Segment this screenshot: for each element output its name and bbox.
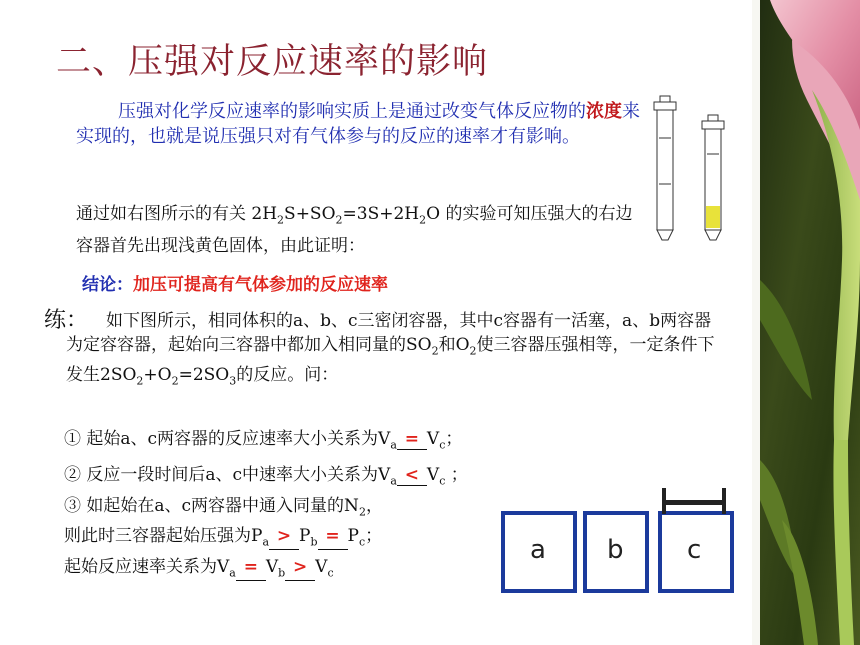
container-b-label: b bbox=[607, 535, 624, 565]
prac-sub-2: 2 bbox=[469, 344, 477, 358]
container-a bbox=[501, 511, 577, 593]
q3-answer-3: = bbox=[236, 555, 266, 581]
conclusion-keyword: 结论： bbox=[82, 275, 133, 295]
q3-answer-2: = bbox=[318, 524, 348, 550]
q1-sub-a: a bbox=[390, 438, 397, 452]
left-syringe-tube bbox=[654, 96, 676, 240]
prac-text-6: 的反应。问： bbox=[236, 365, 339, 386]
piston-right-wall bbox=[722, 488, 726, 514]
conclusion bbox=[82, 270, 388, 295]
prac-text-5: =2SO bbox=[178, 365, 230, 386]
q3-line1-end: ， bbox=[365, 496, 383, 516]
q3-p2: P bbox=[299, 526, 311, 547]
experiment-paragraph bbox=[76, 201, 648, 259]
piston bbox=[666, 500, 722, 505]
q3-sub-pa: a bbox=[262, 535, 270, 549]
q3-sub-n: 2 bbox=[358, 505, 366, 519]
q2-answer-blank: < bbox=[397, 465, 427, 486]
container-c bbox=[658, 511, 734, 593]
q2-sub-a: a bbox=[390, 474, 397, 488]
q3-v3: V bbox=[315, 556, 328, 577]
q3-line2-end: ； bbox=[365, 526, 383, 547]
q3-answer-1: > bbox=[269, 524, 299, 550]
q3-p3: P bbox=[347, 526, 359, 547]
exp-sub-3: 2 bbox=[419, 213, 427, 227]
slide-title: 二、压强对反应速率的影响 bbox=[56, 42, 489, 82]
q3-sub-vb: b bbox=[278, 566, 286, 580]
prac-text-2: 和O bbox=[438, 335, 470, 355]
q2-text: ② 反应一段时间后a、c中速率大小关系为V bbox=[64, 465, 391, 485]
conclusion-text: 加压可提高有气体参加的反应速率 bbox=[133, 275, 388, 295]
container-c-label: c bbox=[687, 535, 702, 565]
practice-paragraph bbox=[66, 309, 716, 394]
q3-line-3 bbox=[64, 555, 383, 585]
prac-text-3: 使三容器压强相等，一定条件下发生2SO bbox=[66, 335, 715, 386]
q3-line-2 bbox=[64, 524, 383, 554]
right-syringe-tube bbox=[702, 115, 724, 240]
question-1 bbox=[64, 424, 462, 451]
exp-sub-2: 2 bbox=[335, 213, 343, 227]
exp-text-4: O 的实验可知压强大的右边容器首先出现浅黄色固体，由此证明： bbox=[76, 204, 633, 257]
prac-sub-1: 2 bbox=[431, 344, 439, 358]
exp-text-2: S+SO bbox=[284, 204, 336, 224]
intro-text-before: 压强对化学反应速率的影响实质上是通过改变气体反应物的 bbox=[118, 101, 586, 122]
q3-sub-pb: b bbox=[310, 535, 318, 549]
q2-end: ； bbox=[445, 465, 468, 485]
q3-line1-text: ③ 如起始在a、c两容器中通入同量的N bbox=[64, 496, 359, 516]
q3-sub-va: a bbox=[229, 566, 236, 580]
container-b bbox=[583, 511, 649, 593]
practice-label: 练： bbox=[44, 308, 89, 333]
q2-v: V bbox=[426, 465, 440, 485]
q1-answer-blank: = bbox=[397, 429, 427, 450]
q3-line2-text: 则此时三容器起始压强为P bbox=[64, 526, 263, 547]
q1-sub-c: c bbox=[439, 438, 446, 452]
q3-answer-4: > bbox=[285, 555, 315, 581]
exp-sub-1: 2 bbox=[277, 213, 285, 227]
container-a-label: a bbox=[530, 535, 546, 565]
question-2 bbox=[64, 460, 468, 487]
test-tubes-illustration bbox=[648, 94, 738, 244]
q3-v2: V bbox=[265, 556, 279, 577]
exp-text-1: 通过如右图所示的有关 2H bbox=[76, 204, 278, 224]
q3-sub-vc: c bbox=[327, 566, 334, 580]
q1-text: ① 起始a、c两容器的反应速率大小关系为V bbox=[64, 429, 391, 449]
question-3 bbox=[64, 494, 383, 585]
prac-sub-3: 2 bbox=[136, 374, 144, 388]
q1-v: V bbox=[426, 429, 440, 449]
exp-text-3: =3S+2H bbox=[342, 204, 420, 224]
calla-lily-photo bbox=[752, 0, 860, 645]
q1-end: ； bbox=[445, 429, 463, 449]
prac-text-1: 如下图所示，相同体积的a、b、c三密闭容器，其中c容器有一活塞，a、b两容器为定容容器，起始向三容器中都加入相同量的SO bbox=[66, 311, 712, 355]
intro-highlight: 浓度 bbox=[586, 101, 622, 122]
q3-line3-text: 起始反应速率关系为V bbox=[64, 556, 230, 577]
q2-sub-c: c bbox=[439, 474, 446, 488]
prac-text-4: +O bbox=[143, 365, 172, 386]
prac-sub-5: 3 bbox=[229, 374, 237, 388]
intro-text-after: 来实现的，也就是说压强只对有气体参与的反应的速率才有影响。 bbox=[76, 101, 640, 147]
intro-paragraph bbox=[76, 99, 641, 149]
q3-line-1 bbox=[64, 494, 383, 524]
prac-sub-4: 2 bbox=[171, 374, 179, 388]
q3-sub-pc: c bbox=[358, 535, 366, 549]
